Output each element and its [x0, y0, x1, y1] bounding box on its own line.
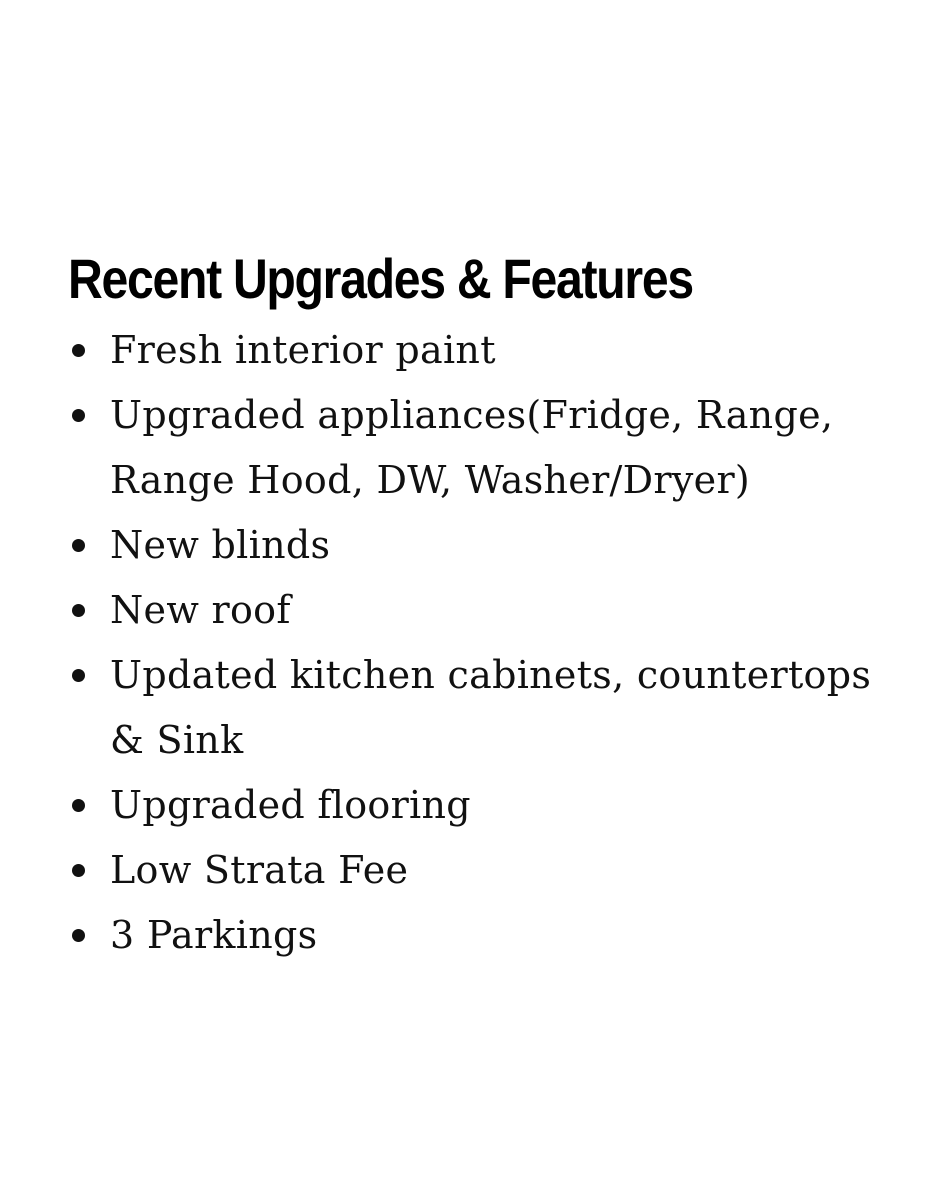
list-item	[68, 643, 898, 773]
list-item-text-continued: Range Hood, DW, Washer/Dryer)	[110, 458, 751, 502]
bullet-icon	[72, 799, 85, 812]
list-item-text-continued: & Sink	[110, 718, 244, 762]
section-heading: Recent Upgrades & Features	[68, 247, 693, 310]
bullet-icon	[72, 929, 85, 942]
list-item-text: New blinds	[110, 523, 331, 567]
bullet-icon	[72, 539, 85, 552]
list-item-text: Low Strata Fee	[110, 848, 409, 892]
bullet-icon	[72, 409, 85, 422]
bullet-icon	[72, 864, 85, 877]
features-section	[68, 240, 898, 968]
list-item	[68, 773, 898, 838]
list-item	[68, 578, 898, 643]
list-item-text: Upgraded appliances(Fridge, Range,	[110, 393, 834, 437]
list-item-text: Upgraded flooring	[110, 783, 471, 827]
list-item	[68, 903, 898, 968]
list-item-text: Fresh interior paint	[110, 328, 496, 372]
bullet-icon	[72, 669, 85, 682]
list-item-text: New roof	[110, 588, 291, 632]
bullet-icon	[72, 604, 85, 617]
list-item	[68, 513, 898, 578]
list-item	[68, 383, 898, 513]
list-item	[68, 318, 898, 383]
list-item	[68, 838, 898, 903]
list-item-text: Updated kitchen cabinets, countertops	[110, 653, 872, 697]
features-list	[68, 318, 898, 968]
list-item-text: 3 Parkings	[110, 913, 318, 957]
bullet-icon	[72, 344, 85, 357]
